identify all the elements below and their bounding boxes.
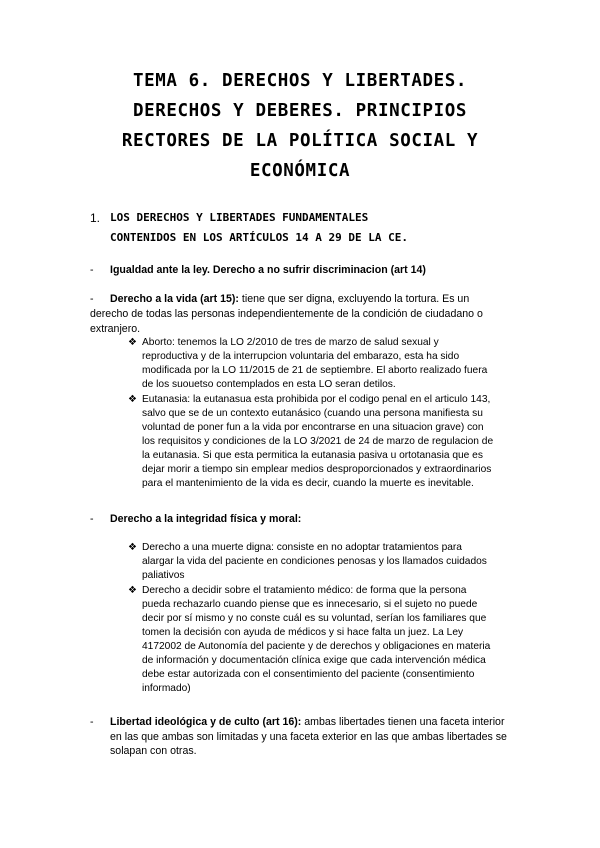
list-item-libertad	[90, 715, 530, 759]
sub-item-line: reproductiva y de la interrupcion voluntaria del embarazo, esta ha sido	[142, 351, 460, 362]
item-heading: Libertad ideológica y de culto (art 16):	[110, 716, 302, 728]
item-text: tiene que ser digna, excluyendo la tortura. Es un	[238, 293, 470, 305]
title-line-3: RECTORES DE LA POLÍTICA SOCIAL Y	[121, 131, 479, 151]
item-text: derecho de todas las personas independientemente de la condición de ciudadano o	[90, 308, 483, 320]
section-title-line-1: LOS DERECHOS Y LIBERTADES FUNDAMENTALES	[110, 211, 369, 224]
sub-item-line: debe estar autorizada con el consentimiento del paciente (consentimiento	[142, 669, 475, 680]
dash-bullet: -	[90, 293, 94, 305]
title-line-4: ECONÓMICA	[249, 161, 351, 181]
sub-list-item-eutanasia	[128, 393, 533, 491]
sub-item-line: paliativos	[142, 570, 185, 581]
sub-item-line: voluntad de poner fun a la vida por encontrarse en una situacion grave) con	[142, 422, 484, 433]
sub-list-item-muerte-digna	[128, 541, 533, 583]
sub-item-line: pueda rechazarlo cuando piense que es innecesario, si el sujeto no puede	[142, 599, 478, 610]
dash-bullet: -	[90, 264, 94, 276]
sub-item-line: modificada por la LO 11/2015 de 21 de septiembre. El aborto realizado fuera	[142, 365, 488, 376]
list-item-integridad	[90, 512, 530, 527]
item-text: en las que ambas son limitadas y una faceta exterior en las que ambas libertades se	[110, 730, 507, 743]
sub-item-line: Derecho a una muerte digna: consiste en no adoptar tratamientos para	[142, 542, 462, 553]
item-heading: Derecho a la vida (art 15):	[110, 293, 239, 305]
sub-item-line: de información y documentación clínica exige que cada intervención médica	[142, 655, 486, 666]
sub-list-item-aborto	[128, 336, 533, 392]
diamond-bullet-icon: ❖	[128, 542, 137, 553]
item-heading: Derecho a la integridad física y moral:	[110, 513, 302, 525]
title-line-1: TEMA 6. DERECHOS Y LIBERTADES.	[132, 71, 468, 91]
sub-item-line: salvo que se de un contexto eutanásico (cuando una persona manifiesta su	[142, 408, 483, 419]
item-heading: Igualdad ante la ley. Derecho a no sufrir discriminacion (art 14)	[110, 264, 426, 276]
item-text: ambas libertades tienen una faceta interior	[301, 716, 505, 728]
sub-item-line: la eutanasia. Si que esta permitica la eutanasia pasiva u ortotanasia que es	[142, 450, 483, 461]
section-number: 1.	[90, 211, 101, 225]
item-text: solapan con otras.	[110, 745, 197, 758]
sub-item-line: de los suouetso contemplados en esta LO seran detilos.	[142, 379, 396, 390]
page-title	[60, 66, 540, 186]
dash-bullet: -	[90, 513, 94, 525]
item-text: extranjero.	[90, 322, 141, 335]
sub-item-line: tomen la decisión con ayuda de médicos y si hace falta un juez. La Ley	[142, 627, 464, 638]
sub-item-line: para el mantenimiento de la vida es decir, cuando la muerte es inevitable.	[142, 478, 474, 489]
sub-item-line: decir por sí mismo y no conste cuál es su voluntad, serían los familiares que	[142, 613, 487, 624]
sub-item-line: los requisitos y condiciones de la LO 3/2021 de 24 de marzo de regulacion de	[142, 436, 494, 447]
sub-item-line: Eutanasia: la eutanasua esta prohibida por el codigo penal en el articulo 143,	[142, 394, 491, 405]
sub-item-line: Derecho a decidir sobre el tratamiento médico: de forma que la persona	[142, 585, 467, 596]
list-item-vida	[90, 292, 530, 307]
title-line-2: DERECHOS Y DEBERES. PRINCIPIOS	[132, 101, 468, 121]
sub-list-item-tratamiento	[128, 584, 533, 696]
list-item-vida-cont	[90, 307, 530, 336]
sub-item-line: 4172002 de Autonomía del paciente y de derechos y obligaciones en materia	[142, 641, 491, 652]
sub-item-line: dejar morir a tiempo sin emplear medios desproporcionados y extraordinarios	[142, 464, 492, 475]
list-item-igualdad	[90, 263, 530, 278]
sub-item-line: informado)	[142, 683, 191, 694]
diamond-bullet-icon: ❖	[128, 585, 137, 596]
sub-item-line: alargar la vida del paciente en condiciones penosas y los llamados cuidados	[142, 556, 487, 567]
section-title-line-2: CONTENIDOS EN LOS ARTÍCULOS 14 A 29 DE LA CE.	[110, 231, 409, 244]
dash-bullet: -	[90, 716, 94, 728]
diamond-bullet-icon: ❖	[128, 394, 137, 405]
diamond-bullet-icon: ❖	[128, 337, 137, 348]
sub-item-line: Aborto: tenemos la LO 2/2010 de tres de marzo de salud sexual y	[142, 337, 439, 348]
